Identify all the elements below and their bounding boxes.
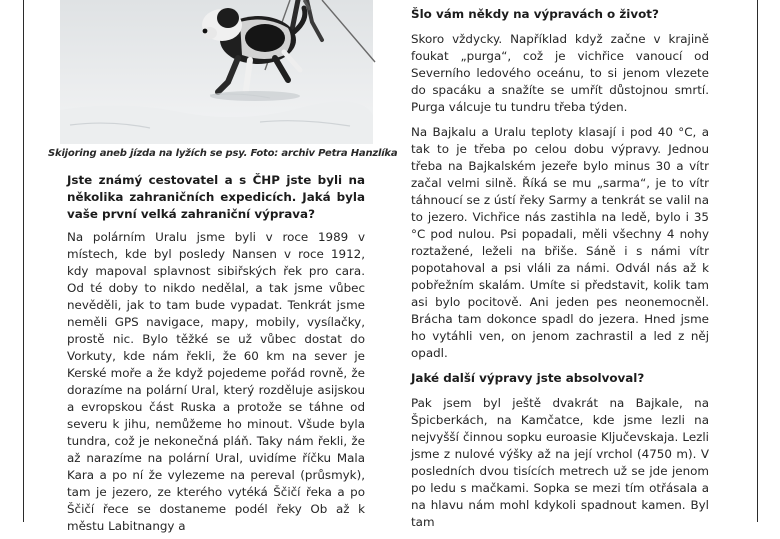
interview-question-expeditions: Jaké další výpravy jste absolvoval? [411, 371, 645, 385]
interview-answer: Na polárním Uralu jsme byli v roce 1989 v místech, kde byl posledy Nansen v roce 1912, kdy mapoval splavnost sibiřských řek pro cara. Od té doby to nikdo nedělal, a tak jsme vůbec nevěděli, jak to tam bude vypadat. Tenkrát jsme neměli GPS navigace, mapy, mobily, vysílačky, prostě nic. Bylo těžké se už vůbec dostat do Vorkuty, kde nám řekli, že 60 km na sever je Kerské moře a že když pojedeme pořád rovně, že dorazíme na polární Ural, který rozděluje asijskou a evropskou část Ruska a protože se táhne od severu k jihu, nemůžeme ho minout. Všude byla tundra, což je nekonečná pláň. Taky nám řekli, že až narazíme na polární Ural, uvidíme říčku Mala Kara a po ní že vylezeme na pereval (průsmyk), tam je jezero, ze kterého vytéká Ščičí řeka a po Ščičí řece se dostaneme podél řeky Ob až k městu Labitnangy a [67, 230, 365, 533]
interview-answer-bajkal: Na Bajkalu a Uralu teploty klasají i pod 40 °C, a tak to je třeba po celou dobu výpravy. Jednou třeba na Bajkalském jezeře bylo minus 30 a vítr začal velmi silně. Říká se mu „sarma“, je to vítr táhnoucí se z ústí řeky Sarmy a tenkrát se valil na to jezero. Vichřice nás zastihla na ledě, bylo i 35 °C pod nulou. Psi popadali, měli všechny 4 nohy roztažené, leželi na břiše. Sáně i s námi vítr popotahoval a psi vláli za námi. Odvál nás až k pobřežním skalám. Umíte si představit, kolik tam asi bylo pocitově. Ani jeden pes neonemocněl. Brácha tam dokonce spadl do jezera. Hned jsme ho vytáhli ven, on jenom zachrastil a led z něj opadl. [411, 125, 709, 360]
interview-question: Jste známý cestovatel a s ČHP jste byli na několika zahraničních expedicích. Jaká byla vaše první velká zahraniční výprava? [67, 173, 365, 221]
right-column [411, 6, 709, 539]
skijoring-photo [60, 0, 373, 144]
page-border-left [23, 0, 24, 522]
interview-question-danger: Šlo vám někdy na výpravách o život? [411, 7, 659, 21]
left-column [67, 172, 365, 535]
interview-answer-expeditions: Pak jsem byl ještě dvakrát na Bajkale, na Špicberkách, na Kamčatce, kde jsme lezli na nejvyšší činnou sopku euroasie Ključevskaja. Lezli jsme z nulové výšky až na její vrchol (4750 m). V posledních dvou tisících metrech už se jde jenom po ledu s mačkami. Sopka se mezi tím otřásala a na hlavu nám mohl kdykoli spadnout kamen. Byl tam [411, 396, 709, 529]
photo-caption: Skijoring aneb jízda na lyžích se psy. Foto: archiv Petra Hanzlíka [48, 148, 398, 159]
interview-answer-purga: Skoro vždycky. Například když začne v krajině foukat „purga“, což je vichřice vanoucí od Severního ledového oceánu, to si jenom vlezete do spacáku a snažíte se umřít důstojnou smrtí. Purga válcuje tu tundru třeba týden. [411, 32, 709, 114]
page-border-right [757, 0, 758, 522]
skijoring-photo-illustration [60, 0, 373, 144]
